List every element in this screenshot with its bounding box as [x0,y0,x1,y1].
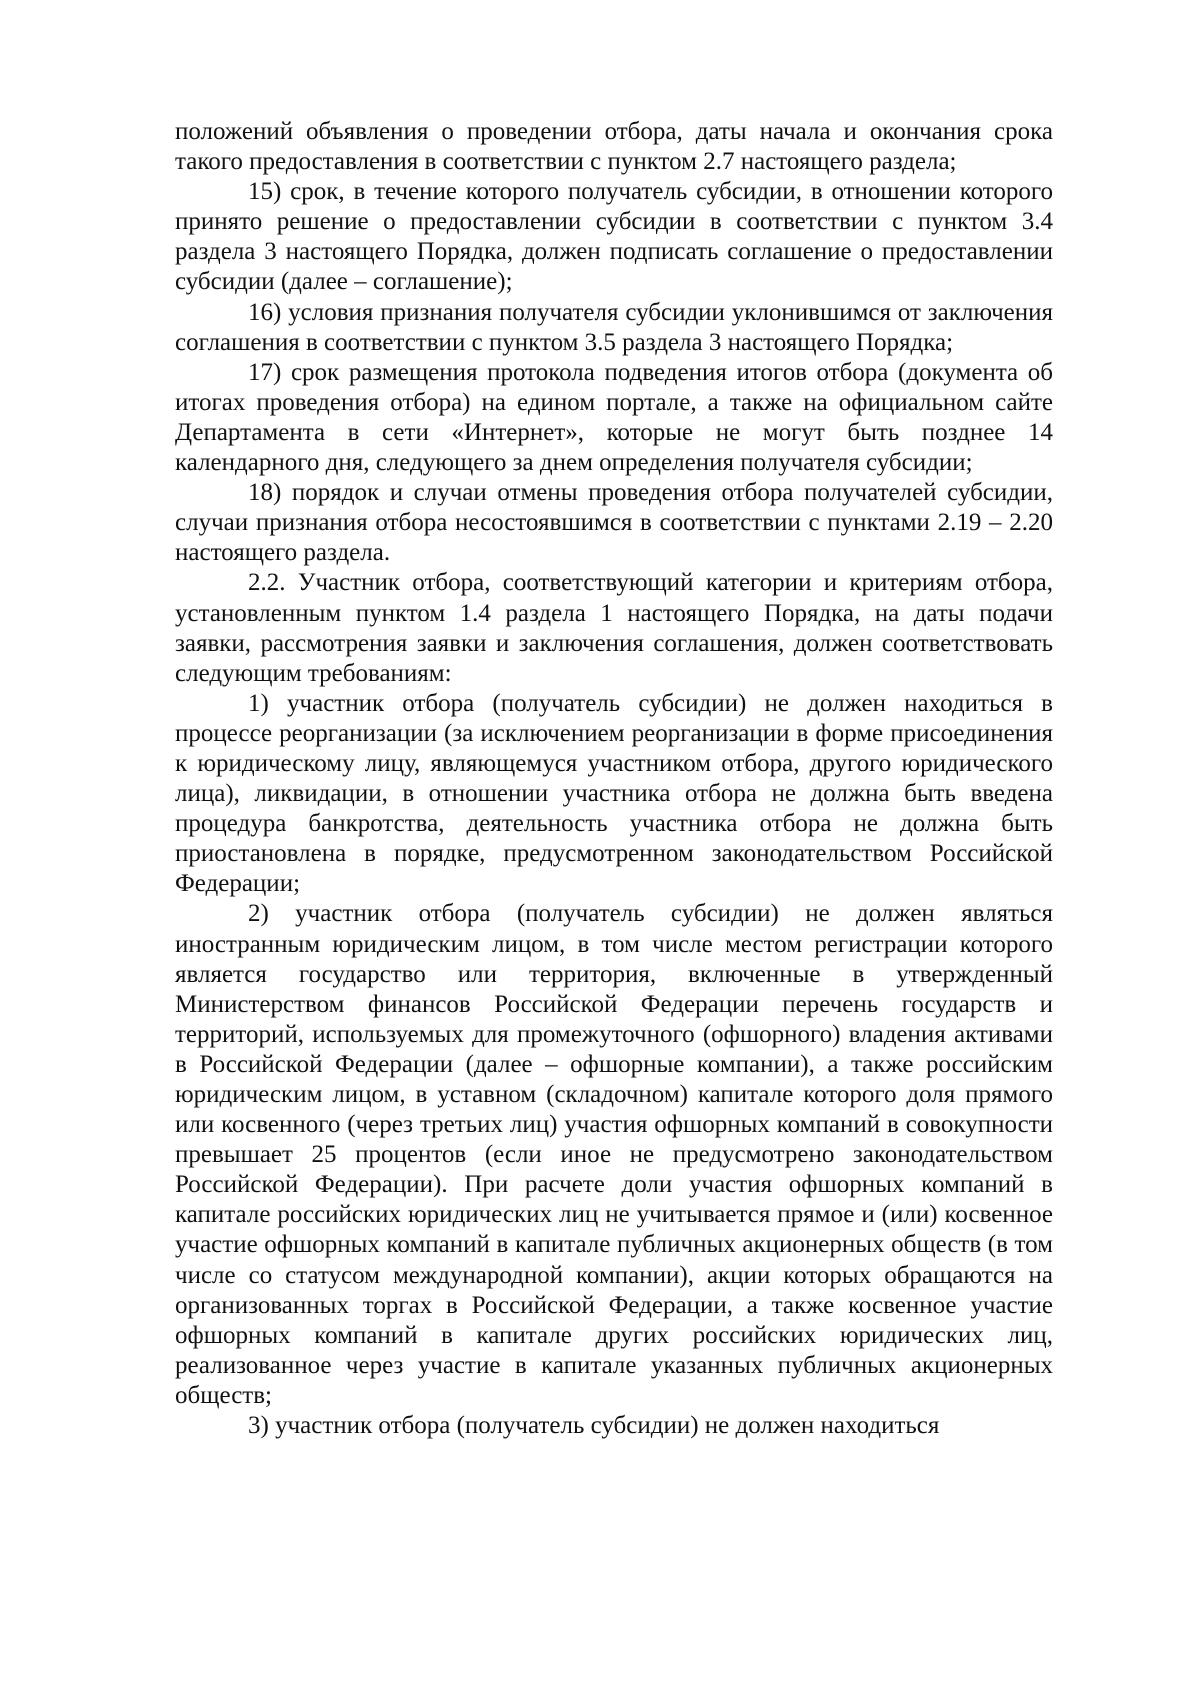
paragraph-requirement-2: 2) участник отбора (получатель субсидии) не должен являться иностранным юридическим лицом, в том числе местом регистрации которого является государство или территория, включенные в утвержденный Министерством финансов Российской Федерации перечень государств и территорий, используемых для промежуточного (офшорного) владения активами в Российской Федерации (далее – офшорные компании), а также российским юридическим лицом, в уставном (складочном) капитале которого доля прямого или косвенного (через третьих лиц) участия офшорных компаний в совокупности превышает 25 процентов (если иное не предусмотрено законодательством Российской Федерации). При расчете доли участия офшорных компаний в капитале российских юридических лиц не учитывается прямое и (или) косвенное участие офшорных компаний в капитале публичных акционерных обществ (в том числе со статусом международной компании), акции которых обращаются на организованных торгах в Российской Федерации, а также косвенное участие офшорных компаний в капитале других российских юридических лиц, реализованное через участие в капитале указанных публичных акционерных обществ; [175,900,1053,1409]
paragraph-item-15: 15) срок, в течение которого получатель субсидии, в отношении которого принято решение о предоставлении субсидии в соответствии с пунктом 3.4 раздела 3 настоящего Порядка, должен подписать соглашение о предоставлении субсидии (далее – соглашение); [175,178,1053,296]
paragraph-requirement-1: 1) участник отбора (получатель субсидии) не должен находиться в процессе реорганизации (за исключением реорганизации в форме присоединения к юридическому лицу, являющемуся участником отбора, другого юридического лица), ликвидации, в отношении участника отбора не должна быть введена процедура банкротства, деятельность участника отбора не должна быть приостановлена в порядке, предусмотренном законодательством Российской Федерации; [175,689,1053,898]
paragraph-item-17: 17) срок размещения протокола подведения итогов отбора (документа об итогах проведения отбора) на едином портале, а также на официальном сайте Департамента в сети «Интернет», которые не могут быть позднее 14 календарного дня, следующего за днем определения получателя субсидии; [175,358,1053,477]
paragraph-clause-2-2: 2.2. Участник отбора, соответствующий категории и критериям отбора, установленным пунктом 1.4 раздела 1 настоящего Порядка, на даты подачи заявки, рассмотрения заявки и заключения соглашения, должен соответствовать следующим требованиям: [175,569,1053,687]
paragraph-item-16: 16) условия признания получателя субсидии уклонившимся от заключения соглашения в соответствии с пунктом 3.5 раздела 3 настоящего Порядка; [175,298,1053,356]
document-page [175,117,1053,1441]
paragraph-item-18: 18) порядок и случаи отмены проведения отбора получателей субсидии, случаи признания отбора несостоявшимся в соответствии с пунктами 2.19 – 2.20 настоящего раздела. [175,479,1053,567]
paragraph-continuation: положений объявления о проведении отбора, даты начала и окончания срока такого предоставления в соответствии с пунктом 2.7 настоящего раздела; [175,118,1053,176]
paragraph-requirement-3: 3) участник отбора (получатель субсидии) не должен находиться [248,1412,940,1440]
